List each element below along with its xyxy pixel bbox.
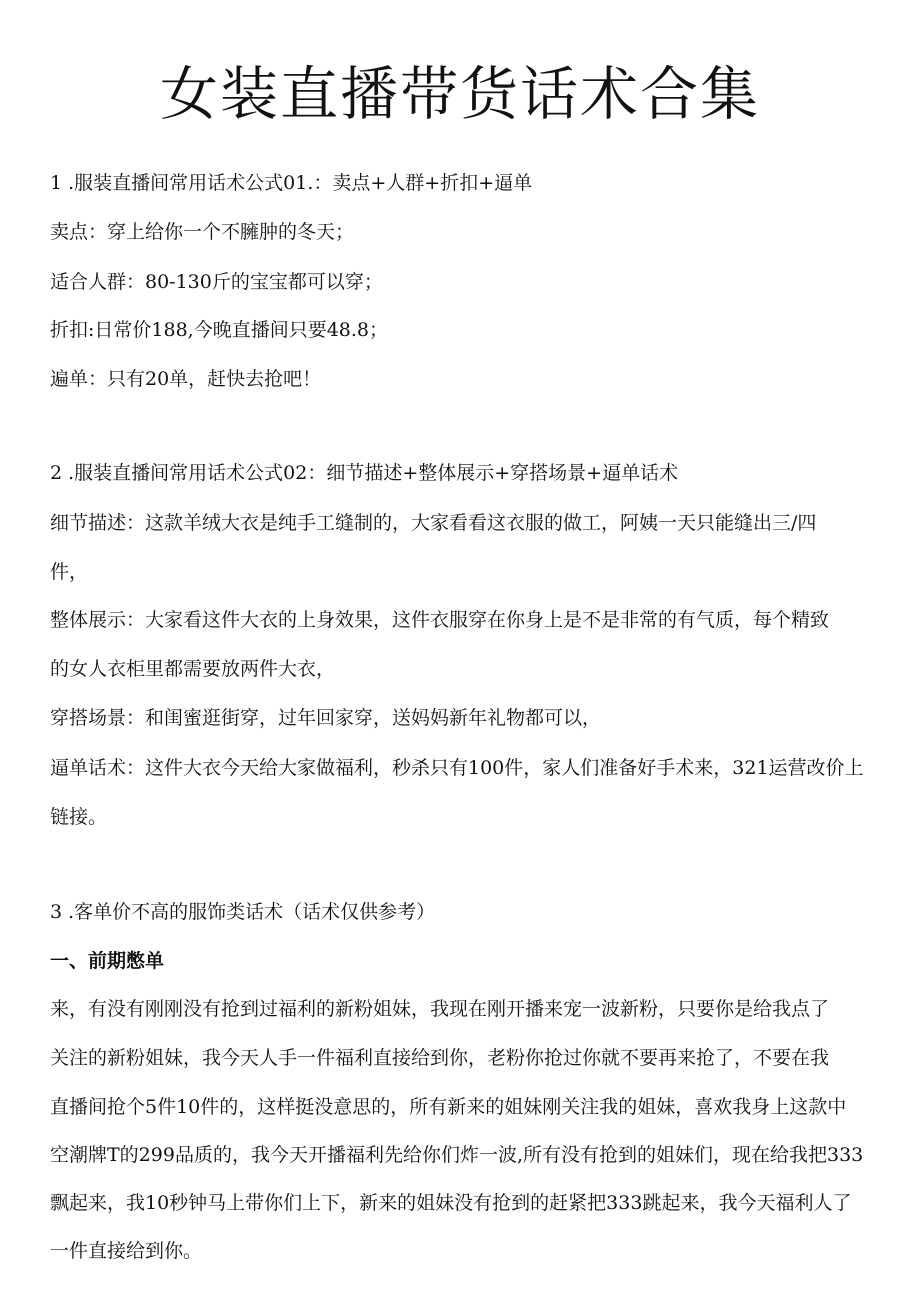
section3-line: 空潮牌T的299品质的，我今天开播福利先给你们炸一波,所有没有抢到的姐妹们，现在给我把333 bbox=[50, 1144, 864, 1166]
section2-line: 的女人衣柜里都需要放两件大衣， bbox=[50, 658, 336, 680]
section2-line: 逼单话术：这件大衣今天给大家做福利，秒杀只有100件，家人们准备好手术来，321运营改价上 bbox=[50, 757, 864, 779]
section2-line: 细节描述：这款羊绒大衣是纯手工缝制的，大家看看这衣服的做工，阿姨一天只能缝出三/四 bbox=[50, 512, 817, 534]
section2-line: 穿搭场景：和闺蜜逛街穿，过年回家穿，送妈妈新年礼物都可以， bbox=[50, 707, 602, 729]
section1-line: 卖点：穿上给你一个不臃肿的冬天； bbox=[50, 221, 355, 243]
section3-line: 关注的新粉姐妹，我今天人手一件福利直接给到你，老粉你抢过你就不要再来抢了，不要在我 bbox=[50, 1047, 830, 1069]
section1-line: 折扣:日常价188,今晚直播间只要48.8； bbox=[50, 319, 389, 341]
section2-line: 整体展示：大家看这件大衣的上身效果，这件衣服穿在你身上是不是非常的有气质，每个精致 bbox=[50, 609, 830, 631]
section2-line: 链接。 bbox=[50, 806, 108, 828]
section3-subheading: 一、前期憋单 bbox=[50, 950, 165, 972]
section1-line: 适合人群：80-130斤的宝宝都可以穿； bbox=[50, 271, 383, 293]
section3-heading: 3 .客单价不高的服饰类话术（话术仅供参考） bbox=[50, 901, 436, 923]
section2-line: 件， bbox=[50, 561, 89, 583]
section3-line: 来，有没有刚刚没有抢到过福利的新粉姐妹，我现在刚开播来宠一波新粉，只要你是给我点了 bbox=[50, 998, 830, 1020]
document-title: 女装直播带货话术合集 bbox=[159, 60, 760, 128]
section1-heading: 1 .服装直播间常用话术公式01.：卖点+人群+折扣+逼单 bbox=[50, 172, 533, 194]
section3-line: 一件直接给到你。 bbox=[50, 1240, 203, 1262]
section3-line: 直播间抢个5件10件的，这样挺没意思的，所有新来的姐妹刚关注我的姐妹，喜欢我身上这款中 bbox=[50, 1096, 847, 1118]
section1-line: 遍单：只有20单，赶快去抢吧！ bbox=[50, 368, 322, 390]
section3-line: 飘起来，我10秒钟马上带你们上下，新来的姐妹没有抢到的赶紧把333跳起来，我今天福利人了 bbox=[50, 1192, 852, 1214]
section2-heading: 2 .服装直播间常用话术公式02：细节描述+整体展示+穿搭场景+逼单话术 bbox=[50, 462, 679, 484]
